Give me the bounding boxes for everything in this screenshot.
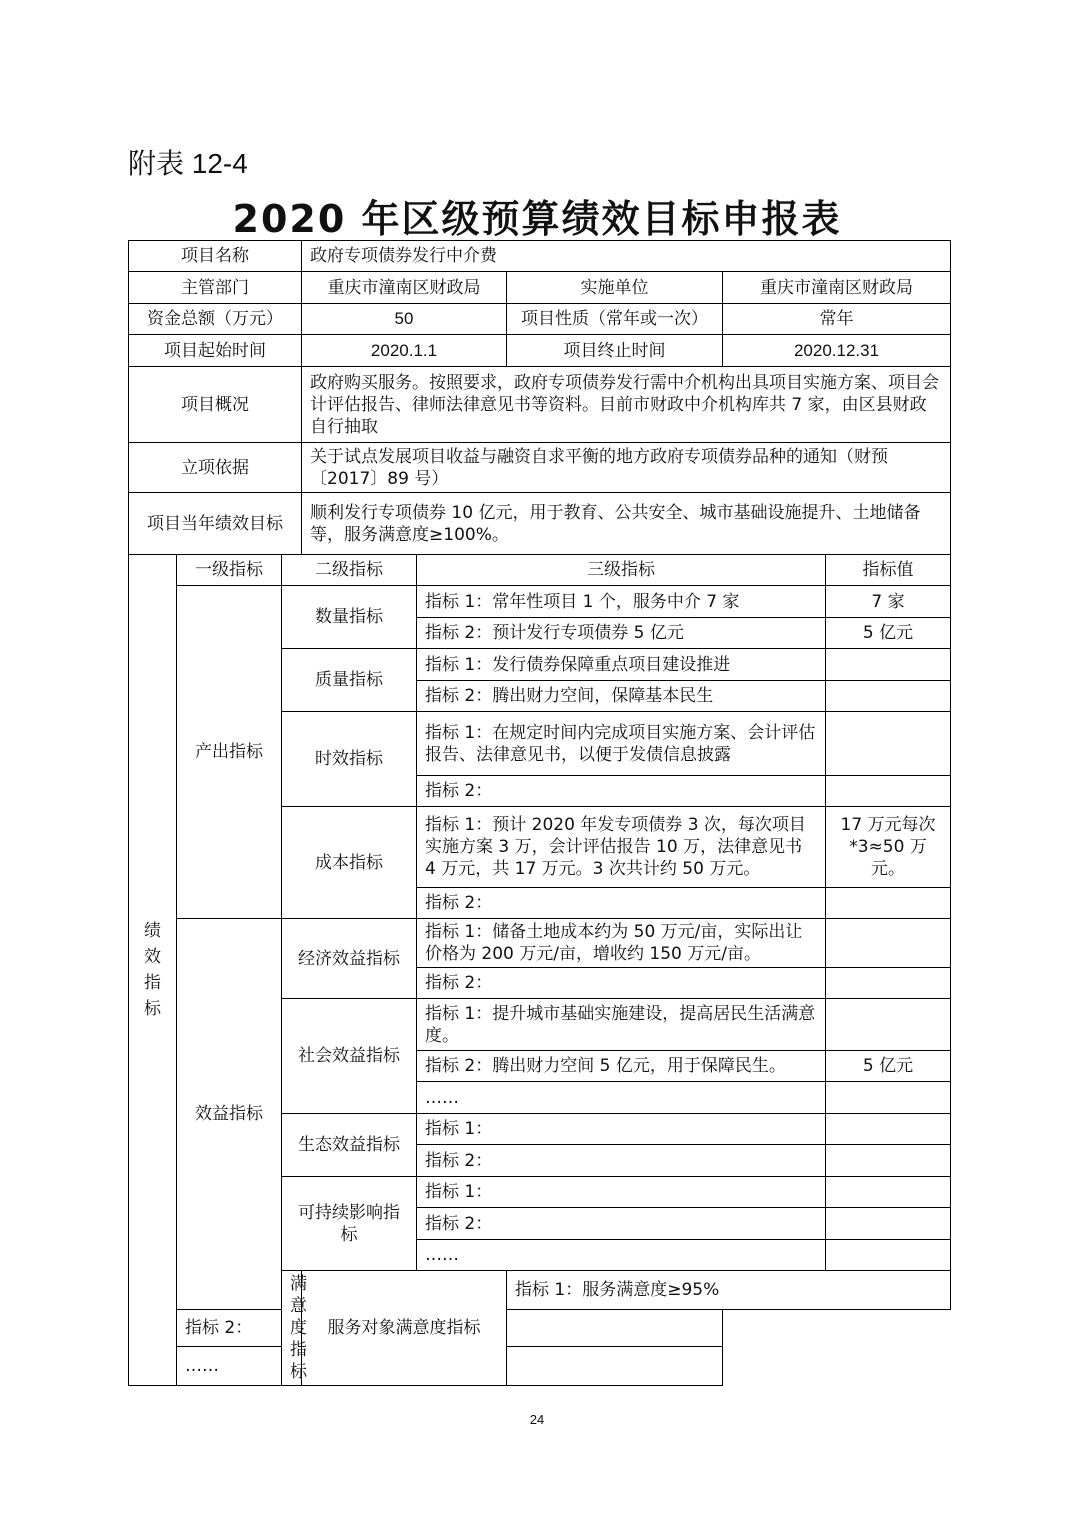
row-fund	[129, 304, 951, 335]
row-project-name	[129, 241, 951, 272]
quantity-indicator-2: 指标 2：预计发行专项债券 5 亿元	[417, 618, 826, 649]
fund-label: 资金总额（万元）	[129, 304, 302, 335]
social-indicator-3: ……	[417, 1082, 826, 1114]
cost-indicator-2: 指标 2：	[417, 888, 826, 919]
performance-indicator-side-label: 绩效指标	[129, 555, 177, 1386]
end-value: 2020.12.31	[723, 335, 951, 367]
impl-value: 重庆市潼南区财政局	[723, 272, 951, 304]
table-row	[129, 919, 951, 968]
timeliness-value-1	[826, 712, 951, 776]
social-value-3	[826, 1082, 951, 1114]
cost-value-1: 17 万元每次*3≈50 万元。	[826, 807, 951, 888]
overview-label: 项目概况	[129, 367, 302, 443]
goal-label: 项目当年绩效目标	[129, 493, 302, 555]
social-indicator-1: 指标 1：提升城市基础实施建设，提高居民生活满意度。	[417, 999, 826, 1051]
satisfaction-indicator-label: 满意度指标	[282, 1271, 302, 1386]
dept-value: 重庆市潼南区财政局	[302, 272, 507, 304]
nature-value: 常年	[723, 304, 951, 335]
col-level3-header: 三级指标	[417, 555, 826, 586]
service-value-2	[507, 1309, 723, 1347]
row-department	[129, 272, 951, 304]
sustainable-indicator-3: ……	[417, 1240, 826, 1271]
service-indicator-2: 指标 2：	[177, 1309, 417, 1347]
ecological-value-1	[826, 1114, 951, 1145]
social-indicator-label: 社会效益指标	[282, 999, 417, 1114]
social-indicator-2: 指标 2：腾出财力空间 5 亿元，用于保障民生。	[417, 1051, 826, 1082]
project-name-value: 政府专项债券发行中介费	[302, 241, 951, 272]
table-row	[129, 1347, 951, 1386]
timeliness-indicator-1: 指标 1：在规定时间内完成项目实施方案、会计评估报告、法律意见书，以便于发债信息披露	[417, 712, 826, 776]
service-satisfaction-label: 服务对象满意度指标	[302, 1271, 507, 1386]
start-label: 项目起始时间	[129, 335, 302, 367]
quality-value-1	[826, 649, 951, 681]
timeliness-value-2	[826, 776, 951, 807]
economic-indicator-2: 指标 2：	[417, 968, 826, 999]
end-label: 项目终止时间	[507, 335, 723, 367]
sustainable-indicator-2: 指标 2：	[417, 1208, 826, 1240]
cost-indicator-1: 指标 1：预计 2020 年发专项债券 3 次，每次项目实施方案 3 万，会计评估报告 10 万，法律意见书 4 万元，共 17 万元。3 次共计约 50 万元。	[417, 807, 826, 888]
table-row	[129, 1309, 951, 1347]
output-indicator-label: 产出指标	[177, 586, 282, 919]
economic-value-2	[826, 968, 951, 999]
ecological-indicator-1: 指标 1：	[417, 1114, 826, 1145]
service-value-3	[507, 1347, 723, 1386]
ecological-indicator-2: 指标 2：	[417, 1145, 826, 1177]
quantity-indicator-1: 指标 1：常年性项目 1 个，服务中介 7 家	[417, 586, 826, 618]
quality-indicator-1: 指标 1：发行债券保障重点项目建设推进	[417, 649, 826, 681]
indicator-header-row	[129, 555, 951, 586]
col-level1-header: 一级指标	[177, 555, 282, 586]
service-indicator-1: 指标 1：服务满意度≥95%	[507, 1271, 951, 1310]
sustainable-value-1	[826, 1177, 951, 1208]
quantity-value-2: 5 亿元	[826, 618, 951, 649]
quantity-value-1: 7 家	[826, 586, 951, 618]
impl-label: 实施单位	[507, 272, 723, 304]
service-indicator-3: ……	[177, 1347, 417, 1386]
table-row	[129, 586, 951, 618]
sustainable-value-3	[826, 1240, 951, 1271]
overview-value: 政府购买服务。按照要求，政府专项债券发行需中介机构出具项目实施方案、项目会计评估报告、律师法律意见书等资料。目前市财政中介机构库共 7 家，由区县财政自行抽取	[302, 367, 951, 443]
quality-indicator-2: 指标 2：腾出财力空间，保障基本民生	[417, 681, 826, 712]
benefit-indicator-label: 效益指标	[177, 919, 282, 1310]
social-value-1	[826, 999, 951, 1051]
ecological-value-2	[826, 1145, 951, 1177]
sustainable-indicator-1: 指标 1：	[417, 1177, 826, 1208]
fund-value: 50	[302, 304, 507, 335]
page-title: 2020 年区级预算绩效目标申报表	[232, 197, 842, 241]
basis-value: 关于试点发展项目收益与融资自求平衡的地方政府专项债券品种的通知（财预〔2017〕89 号）	[302, 443, 951, 493]
quantity-indicator-label: 数量指标	[282, 586, 417, 649]
appendix-label: 附表 12-4	[128, 148, 248, 179]
goal-value: 顺利发行专项债券 10 亿元，用于教育、公共安全、城市基础设施提升、土地储备等，服务满意度≥100%。	[302, 493, 951, 555]
sustainable-indicator-label: 可持续影响指标	[282, 1177, 417, 1271]
col-value-header: 指标值	[826, 555, 951, 586]
col-level2-header: 二级指标	[282, 555, 417, 586]
quality-indicator-label: 质量指标	[282, 649, 417, 712]
cost-indicator-label: 成本指标	[282, 807, 417, 919]
basis-label: 立项依据	[129, 443, 302, 493]
quality-value-2	[826, 681, 951, 712]
economic-value-1	[826, 919, 951, 968]
row-basis	[129, 443, 951, 493]
sustainable-value-2	[826, 1208, 951, 1240]
economic-indicator-1: 指标 1：储备土地成本约为 50 万元/亩，实际出让价格为 200 万元/亩，增收约 150 万元/亩。	[417, 919, 826, 968]
nature-label: 项目性质（常年或一次）	[507, 304, 723, 335]
cost-value-2	[826, 888, 951, 919]
ecological-indicator-label: 生态效益指标	[282, 1114, 417, 1177]
row-overview	[129, 367, 951, 443]
start-value: 2020.1.1	[302, 335, 507, 367]
timeliness-indicator-label: 时效指标	[282, 712, 417, 807]
row-goal	[129, 493, 951, 555]
timeliness-indicator-2: 指标 2：	[417, 776, 826, 807]
page-number: 24	[529, 1412, 545, 1427]
dept-label: 主管部门	[129, 272, 302, 304]
row-period	[129, 335, 951, 367]
social-value-2: 5 亿元	[826, 1051, 951, 1082]
project-name-label: 项目名称	[129, 241, 302, 272]
economic-indicator-label: 经济效益指标	[282, 919, 417, 999]
performance-form-table	[128, 240, 951, 1386]
